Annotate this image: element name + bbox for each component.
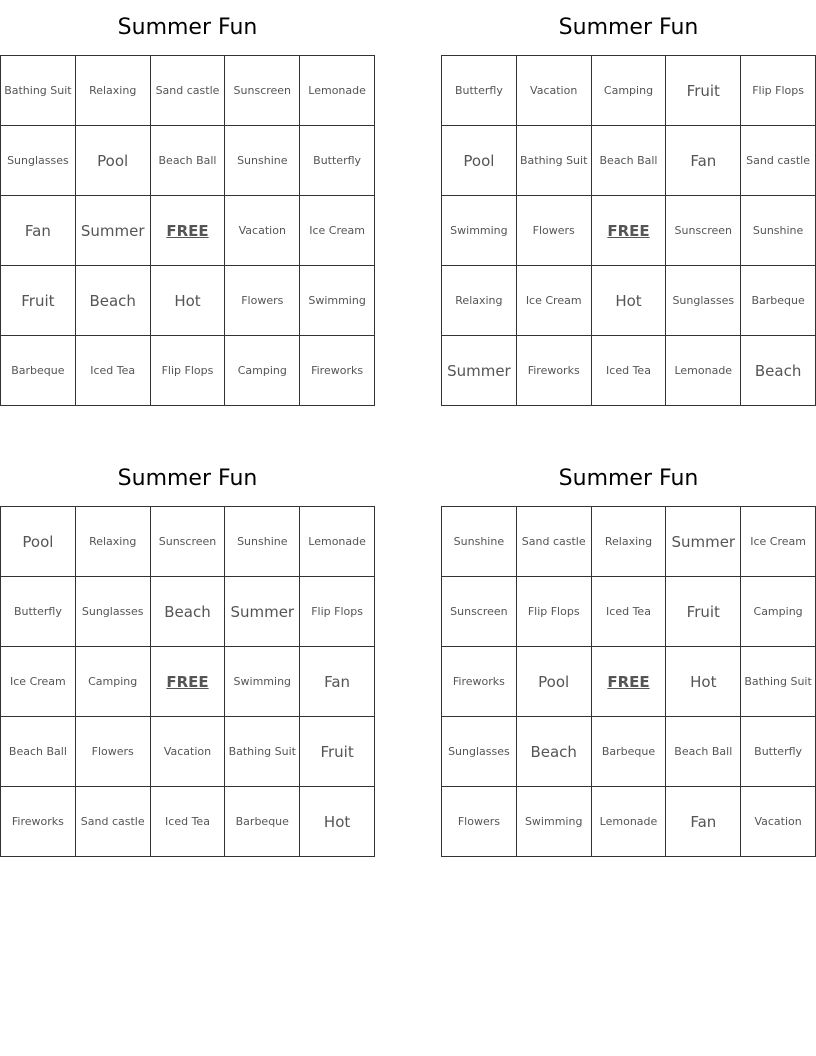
bingo-cell: Camping xyxy=(591,56,666,126)
bingo-cell: Fan xyxy=(666,126,741,196)
bingo-cell: Fan xyxy=(1,196,76,266)
bingo-cell: Relaxing xyxy=(75,507,150,577)
bingo-cell: Camping xyxy=(75,647,150,717)
bingo-cell: Flowers xyxy=(75,717,150,787)
bingo-cell: Sunshine xyxy=(225,507,300,577)
bingo-cell: Camping xyxy=(225,336,300,406)
bingo-cell: Ice Cream xyxy=(300,196,375,266)
bingo-cell: Flowers xyxy=(516,196,591,266)
free-space: FREE xyxy=(591,647,666,717)
bingo-cell: Hot xyxy=(666,647,741,717)
bingo-cell: Iced Tea xyxy=(150,787,225,857)
bingo-cell: Beach xyxy=(516,717,591,787)
bingo-cell: Lemonade xyxy=(300,507,375,577)
bingo-cell: Sunshine xyxy=(741,196,816,266)
bingo-cell: Iced Tea xyxy=(591,336,666,406)
grid-row xyxy=(442,647,816,717)
bingo-cell: Vacation xyxy=(225,196,300,266)
bingo-cell: Beach Ball xyxy=(150,126,225,196)
bingo-cell: Summer xyxy=(666,507,741,577)
bingo-cell: Swimming xyxy=(442,196,517,266)
bingo-cell: Pool xyxy=(516,647,591,717)
bingo-cell: Vacation xyxy=(150,717,225,787)
grid-row xyxy=(442,507,816,577)
bingo-cell: Summer xyxy=(225,577,300,647)
bingo-cell: Sunscreen xyxy=(225,56,300,126)
bingo-cell: Butterfly xyxy=(300,126,375,196)
bingo-cell: Butterfly xyxy=(1,577,76,647)
grid-row xyxy=(442,717,816,787)
bingo-grid xyxy=(441,55,816,406)
bingo-cell: Ice Cream xyxy=(741,507,816,577)
bingo-cell: Sand castle xyxy=(741,126,816,196)
grid-row xyxy=(442,56,816,126)
bingo-cell: Beach xyxy=(741,336,816,406)
bingo-cell: Sand castle xyxy=(516,507,591,577)
bingo-cell: Flip Flops xyxy=(516,577,591,647)
bingo-cell: Fireworks xyxy=(1,787,76,857)
card-title: Summer Fun xyxy=(558,15,699,40)
grid-row xyxy=(1,507,375,577)
bingo-cell: Pool xyxy=(1,507,76,577)
bingo-cell: Beach xyxy=(75,266,150,336)
bingo-cell: Hot xyxy=(150,266,225,336)
bingo-cell: Fan xyxy=(666,787,741,857)
bingo-cell: Lemonade xyxy=(591,787,666,857)
bingo-cell: Flip Flops xyxy=(300,577,375,647)
bingo-cell: Iced Tea xyxy=(591,577,666,647)
bingo-cell: Iced Tea xyxy=(75,336,150,406)
bingo-cell: Swimming xyxy=(300,266,375,336)
bingo-grid xyxy=(0,55,375,406)
bingo-cell: Fruit xyxy=(300,717,375,787)
bingo-cell: Ice Cream xyxy=(516,266,591,336)
bingo-cell: Relaxing xyxy=(442,266,517,336)
bingo-cell: Bathing Suit xyxy=(741,647,816,717)
bingo-cell: Bathing Suit xyxy=(1,56,76,126)
bingo-cell: Hot xyxy=(591,266,666,336)
bingo-cell: Flip Flops xyxy=(150,336,225,406)
grid-row xyxy=(1,647,375,717)
bingo-cell: Sand castle xyxy=(75,787,150,857)
grid-row xyxy=(1,787,375,857)
bingo-cell: Sunglasses xyxy=(666,266,741,336)
bingo-cell: Relaxing xyxy=(75,56,150,126)
bingo-cell: Beach xyxy=(150,577,225,647)
bingo-cell: Sunscreen xyxy=(442,577,517,647)
bingo-grid xyxy=(0,506,375,857)
bingo-cell: Sunglasses xyxy=(442,717,517,787)
grid-row xyxy=(1,336,375,406)
grid-row xyxy=(442,126,816,196)
grid-row xyxy=(442,577,816,647)
bingo-cell: Sunshine xyxy=(225,126,300,196)
bingo-cell: Sunglasses xyxy=(75,577,150,647)
bingo-cell: Ice Cream xyxy=(1,647,76,717)
card-title: Summer Fun xyxy=(117,15,258,40)
bingo-grid xyxy=(441,506,816,857)
bingo-cell: Barbeque xyxy=(741,266,816,336)
grid-row xyxy=(442,266,816,336)
bingo-cell: Butterfly xyxy=(741,717,816,787)
grid-row xyxy=(1,266,375,336)
bingo-cell: Sand castle xyxy=(150,56,225,126)
bingo-cell: Sunshine xyxy=(442,507,517,577)
grid-row xyxy=(442,196,816,266)
bingo-cell: Hot xyxy=(300,787,375,857)
card-title: Summer Fun xyxy=(558,466,699,491)
bingo-cell: Fruit xyxy=(1,266,76,336)
bingo-cell: Butterfly xyxy=(442,56,517,126)
bingo-cell: Camping xyxy=(741,577,816,647)
free-space: FREE xyxy=(150,647,225,717)
bingo-cell: Beach Ball xyxy=(591,126,666,196)
grid-row xyxy=(442,787,816,857)
bingo-cell: Flowers xyxy=(225,266,300,336)
bingo-cell: Beach Ball xyxy=(1,717,76,787)
bingo-cell: Vacation xyxy=(741,787,816,857)
bingo-cell: Fireworks xyxy=(300,336,375,406)
bingo-card-2 xyxy=(441,0,816,406)
grid-row xyxy=(1,56,375,126)
bingo-cell: Summer xyxy=(442,336,517,406)
bingo-cell: Beach Ball xyxy=(666,717,741,787)
grid-row xyxy=(442,336,816,406)
bingo-cell: Flowers xyxy=(442,787,517,857)
bingo-card-3 xyxy=(0,451,375,857)
bingo-cell: Fireworks xyxy=(442,647,517,717)
bingo-cell: Barbeque xyxy=(1,336,76,406)
bingo-cell: Bathing Suit xyxy=(516,126,591,196)
bingo-cell: Barbeque xyxy=(591,717,666,787)
bingo-cell: Lemonade xyxy=(666,336,741,406)
bingo-cell: Swimming xyxy=(225,647,300,717)
bingo-cell: Lemonade xyxy=(300,56,375,126)
grid-row xyxy=(1,717,375,787)
bingo-cell: Summer xyxy=(75,196,150,266)
free-space: FREE xyxy=(591,196,666,266)
bingo-cell: Pool xyxy=(442,126,517,196)
bingo-cell: Sunscreen xyxy=(666,196,741,266)
bingo-cell: Fireworks xyxy=(516,336,591,406)
bingo-cell: Relaxing xyxy=(591,507,666,577)
grid-row xyxy=(1,196,375,266)
free-space: FREE xyxy=(150,196,225,266)
bingo-cell: Bathing Suit xyxy=(225,717,300,787)
bingo-cell: Flip Flops xyxy=(741,56,816,126)
bingo-cell: Fruit xyxy=(666,577,741,647)
bingo-cell: Fan xyxy=(300,647,375,717)
bingo-cell: Fruit xyxy=(666,56,741,126)
grid-row xyxy=(1,126,375,196)
bingo-cell: Barbeque xyxy=(225,787,300,857)
bingo-cell: Sunglasses xyxy=(1,126,76,196)
card-title: Summer Fun xyxy=(117,466,258,491)
bingo-card-4 xyxy=(441,451,816,857)
grid-row xyxy=(1,577,375,647)
bingo-card-1 xyxy=(0,0,375,406)
bingo-cell: Vacation xyxy=(516,56,591,126)
bingo-cell: Pool xyxy=(75,126,150,196)
bingo-cell: Swimming xyxy=(516,787,591,857)
bingo-cell: Sunscreen xyxy=(150,507,225,577)
